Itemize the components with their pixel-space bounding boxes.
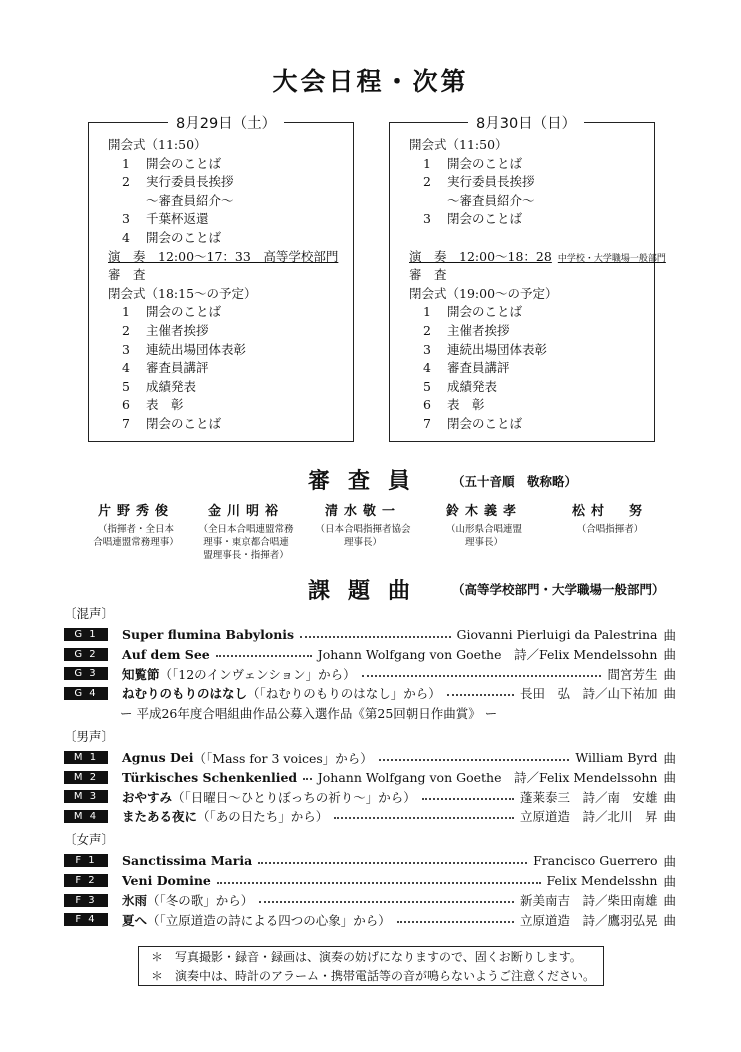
judge-name: 金川明裕: [207, 504, 284, 519]
piece-source: （「Mass for 3 voices」から）: [193, 750, 373, 766]
piece-note: ー 平成26年度合唱組曲作品公募入選作品《第25回朝日作曲賞》 ー: [120, 706, 498, 722]
pieces-heading: 課題曲: [308, 579, 429, 604]
item-text: 表 彰: [447, 397, 485, 413]
opening-item: [423, 173, 535, 192]
opening-item: [423, 192, 535, 211]
opening-item: [423, 210, 522, 229]
performance-department: 中学校・大学職場一般部門: [557, 253, 666, 264]
performance-time: 演 奏 12:00〜17：33 高等学校部門: [108, 248, 339, 264]
judging-line: 審 査: [409, 267, 447, 283]
leader-dots: [303, 778, 312, 780]
closing-item: [122, 341, 246, 360]
judge-name: 松村 努: [571, 504, 648, 519]
piece-code-badge: M 2: [64, 771, 108, 784]
opening-item: [122, 192, 234, 211]
kyoku-label: 曲: [663, 873, 676, 889]
opening-item: [122, 173, 234, 192]
item-number: 3: [423, 211, 431, 227]
kyoku-label: 曲: [663, 627, 676, 643]
item-text: 閉会のことば: [146, 416, 222, 431]
piece-row: [64, 625, 676, 644]
piece-credit: 立原道造 詩／鷹羽弘晃: [519, 912, 658, 928]
piece-code-badge: G 1: [64, 628, 108, 641]
item-number: 3: [122, 341, 130, 357]
piece-source: （「日曜日〜ひとりぼっちの祈り〜」から）: [172, 789, 416, 805]
opening-item: [122, 155, 221, 174]
piece-row: [64, 684, 676, 703]
leader-dots: [397, 921, 514, 923]
judge-affiliation-line: 盟理事長・指揮者）: [203, 550, 289, 561]
item-number: 5: [122, 378, 130, 394]
piece-title: 氷雨: [122, 893, 148, 909]
piece-code-badge: M 1: [64, 751, 108, 764]
kyoku-label: 曲: [663, 853, 676, 869]
item-number: 1: [423, 155, 431, 171]
item-number: 3: [122, 211, 130, 227]
piece-credit: 立原道造 詩／北川 昇: [519, 809, 658, 825]
judge-affiliation-line: （日本合唱指揮者協会: [315, 524, 411, 535]
item-text: 閉会のことば: [447, 416, 523, 431]
item-text: 実行委員長挨拶: [447, 174, 535, 190]
leader-dots: [217, 882, 541, 884]
closing-ceremony: 閉会式（18:15〜の予定）: [108, 285, 257, 301]
closing-item: [423, 359, 510, 378]
judge-affiliation-line: （合唱指揮者）: [576, 524, 644, 535]
page-title: 大会日程・次第: [272, 67, 469, 96]
piece-credit: William Byrd: [575, 750, 658, 765]
piece-title: ねむりのもりのはなし: [122, 686, 248, 702]
piece-code-badge: F 1: [64, 854, 108, 867]
piece-credit: Johann Wolfgang von Goethe 詩／Felix Mendelssohn: [317, 770, 658, 786]
piece-row: [64, 768, 676, 787]
performance-line: [108, 248, 338, 267]
item-number: 2: [122, 323, 130, 338]
item-number: 4: [423, 360, 431, 376]
judge-affiliation-line: 合唱連盟常務理事）: [93, 537, 179, 548]
item-number: 1: [122, 155, 130, 171]
opening-ceremony: 開会式（11:50）: [108, 137, 207, 152]
kyoku-label: 曲: [663, 912, 676, 928]
closing-item: [423, 322, 510, 341]
piece-code-badge: M 3: [64, 790, 108, 803]
piece-credit: 長田 弘 詩／山下祐加: [519, 686, 658, 702]
pieces-note: （高等学校部門・大学職場一般部門）: [452, 582, 665, 597]
judge-name: 片野秀俊: [97, 504, 174, 519]
closing-item: [423, 341, 547, 360]
piece-code-badge: F 3: [64, 894, 108, 907]
piece-source: （「あの日たち」から）: [197, 809, 329, 825]
item-text: 成績発表: [447, 378, 498, 394]
leader-dots: [300, 636, 450, 638]
piece-source: （「ねむりのもりのはなし」から）: [247, 686, 441, 702]
leader-dots: [362, 675, 602, 677]
piece-code-badge: G 3: [64, 667, 108, 680]
closing-ceremony: 閉会式（19:00〜の予定）: [409, 285, 558, 301]
piece-title: おやすみ: [122, 789, 173, 805]
notice-alarm: ＊ 演奏中は、時計のアラーム・携帯電話等の音が鳴らないようご注意ください。: [151, 969, 596, 983]
item-number: 2: [423, 323, 431, 338]
judges-heading: 審査員: [308, 469, 429, 494]
piece-title: Sanctissima Maria: [122, 853, 253, 869]
judge-affiliation: [535, 523, 685, 536]
piece-credit: Giovanni Pierluigi da Palestrina: [456, 627, 658, 642]
leader-dots: [379, 759, 570, 761]
judges-note: （五十音順 敬称略）: [452, 474, 578, 489]
piece-credit: Francisco Guerrero: [533, 853, 658, 869]
performance-time: 演 奏 12:00〜18：28: [409, 248, 552, 264]
item-text: 成績発表: [146, 378, 197, 394]
judging-line: 審 査: [108, 267, 146, 283]
opening-item: [122, 229, 221, 248]
judge-affiliation-line: （全日本合唱連盟常務: [198, 524, 294, 535]
piece-code-badge: F 4: [64, 913, 108, 926]
piece-title: Türkisches Schenkenlied: [122, 769, 298, 785]
item-text: 連続出場団体表彰: [447, 341, 548, 357]
item-text: 開会のことば: [447, 304, 523, 320]
item-text: 閉会のことば: [447, 211, 523, 227]
piece-credit: 間宮芳生: [607, 666, 658, 682]
piece-title: Auf dem See: [122, 646, 210, 662]
item-text: 主催者挨拶: [146, 323, 209, 338]
kyoku-label: 曲: [663, 647, 676, 663]
piece-credit: Johann Wolfgang von Goethe 詩／Felix Mendelssohn: [317, 647, 658, 663]
judge-entry: [535, 500, 685, 536]
closing-item: [423, 303, 522, 322]
piece-row: [64, 851, 676, 870]
piece-credit: 蓬莱泰三 詩／南 安雄: [519, 789, 658, 805]
day1-date: 8月29日（土）: [168, 112, 284, 133]
day2-date: 8月30日（日）: [468, 112, 584, 133]
closing-item: [423, 415, 522, 434]
piece-row: [64, 871, 676, 890]
item-text: 表 彰: [146, 397, 184, 413]
leader-dots: [216, 655, 312, 657]
item-text: 実行委員長挨拶: [146, 174, 234, 190]
piece-credit: 新美南吉 詩／柴田南雄: [519, 893, 658, 909]
opening-item: [122, 210, 209, 229]
judge-name: 清水敬一: [324, 504, 401, 519]
opening-ceremony: 開会式（11:50）: [409, 137, 508, 152]
piece-source: （「冬の歌」から）: [147, 893, 254, 909]
closing-item: [122, 378, 196, 397]
item-number: 6: [423, 397, 431, 413]
piece-row: [64, 664, 676, 683]
leader-dots: [422, 798, 514, 800]
item-text: 〜審査員紹介〜: [447, 192, 535, 208]
closing-item: [122, 415, 221, 434]
item-text: 審査員講評: [146, 360, 209, 376]
item-number: 2: [122, 174, 130, 190]
piece-title: またある夜に: [122, 809, 198, 825]
closing-item: [122, 322, 209, 341]
item-text: 審査員講評: [447, 360, 510, 376]
leader-dots: [259, 901, 514, 903]
piece-title: 知覧節: [122, 666, 160, 682]
notice-photo: ＊ 写真撮影・録音・録画は、演奏の妨げになりますので、固くお断りします。: [151, 950, 582, 964]
kyoku-label: 曲: [663, 789, 676, 805]
item-text: 〜審査員紹介〜: [146, 192, 234, 208]
item-text: 開会のことば: [146, 155, 222, 171]
voice-category-male: 〔男声〕: [64, 729, 115, 744]
kyoku-label: 曲: [663, 809, 676, 825]
piece-row: [64, 910, 676, 929]
piece-code-badge: G 2: [64, 648, 108, 661]
kyoku-label: 曲: [663, 770, 676, 786]
item-text: 開会のことば: [146, 230, 222, 245]
item-number: 6: [122, 397, 130, 413]
closing-item: [122, 359, 209, 378]
item-text: 開会のことば: [447, 155, 523, 171]
piece-code-badge: G 4: [64, 687, 108, 700]
piece-row: [64, 787, 676, 806]
item-text: 千葉杯返還: [146, 211, 209, 227]
kyoku-label: 曲: [663, 686, 676, 702]
piece-title: 夏へ: [122, 912, 148, 928]
item-number: 4: [122, 230, 130, 245]
leader-dots: [334, 817, 514, 819]
closing-item: [122, 396, 184, 415]
item-number: 4: [122, 360, 130, 376]
judge-affiliation-line: 理事・東京都合唱連: [203, 537, 289, 548]
piece-title: Agnus Dei: [122, 750, 194, 765]
item-text: 連続出場団体表彰: [146, 341, 247, 357]
judge-name: 鈴木義孝: [445, 504, 522, 519]
leader-dots: [447, 694, 514, 696]
item-number: 2: [423, 174, 431, 190]
item-number: 1: [122, 304, 130, 320]
piece-code-badge: M 4: [64, 810, 108, 823]
piece-credit: Felix Mendelsshn: [546, 873, 658, 888]
piece-row: [64, 891, 676, 910]
piece-code-badge: F 2: [64, 874, 108, 887]
closing-item: [423, 378, 497, 397]
item-number: 7: [122, 416, 130, 431]
notice-box: [138, 946, 604, 986]
item-number: 1: [423, 304, 431, 320]
voice-category-female: 〔女声〕: [64, 832, 115, 848]
kyoku-label: 曲: [663, 893, 676, 909]
leader-dots: [258, 862, 527, 864]
piece-source: （「12のインヴェンション」から）: [159, 666, 356, 682]
closing-item: [423, 396, 485, 415]
closing-item: [122, 303, 221, 322]
item-number: 7: [423, 416, 431, 431]
judge-affiliation-line: 理事長）: [343, 537, 382, 548]
judge-affiliation-line: （指揮者・全日本: [97, 524, 174, 535]
item-text: 開会のことば: [146, 304, 222, 320]
item-number: 3: [423, 341, 431, 357]
item-text: 主催者挨拶: [447, 323, 510, 338]
piece-row: [64, 645, 676, 664]
piece-row: [64, 748, 676, 767]
piece-source: （「立原道造の詩による四つの心象」から）: [147, 912, 391, 928]
piece-title: Veni Domine: [122, 873, 211, 888]
judge-affiliation-line: （山形県合唱連盟: [445, 524, 522, 535]
piece-title: Super flumina Babylonis: [122, 627, 295, 642]
kyoku-label: 曲: [663, 666, 676, 682]
judge-affiliation-line: 理事長）: [464, 537, 503, 548]
piece-row: [64, 807, 676, 826]
opening-item: [423, 155, 522, 174]
voice-category-mixed: 〔混声〕: [64, 606, 115, 621]
item-number: 5: [423, 378, 431, 394]
kyoku-label: 曲: [663, 750, 676, 766]
performance-line: [409, 248, 666, 269]
